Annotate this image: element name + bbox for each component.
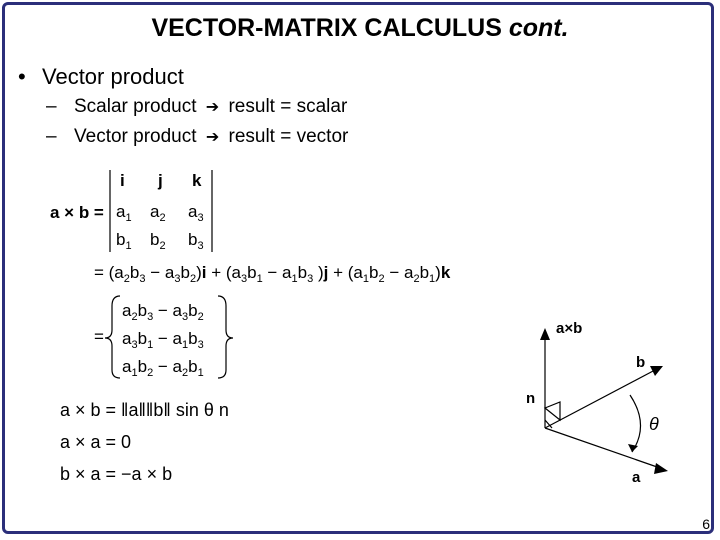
label-b: b xyxy=(636,354,646,371)
svg-text:a1b2 − a2b1: $a_1b_2 - a_2b_1$ xyxy=(122,357,204,379)
right-brace xyxy=(218,296,233,378)
identity-1: a × b = ‖a‖‖b‖ sin θ n xyxy=(60,400,229,420)
determinant xyxy=(50,170,212,252)
bullet-text: Vector product xyxy=(42,64,184,89)
theta-arc xyxy=(630,395,641,452)
label-theta: θ xyxy=(649,414,659,434)
title-suffix: cont. xyxy=(508,14,569,42)
label-axb: a×b xyxy=(556,320,583,337)
label-a: a xyxy=(632,469,641,486)
b-vector xyxy=(545,370,655,428)
svg-text:=: = xyxy=(94,327,104,346)
label-n: n xyxy=(526,390,536,407)
det-cell: $b_1$ xyxy=(116,230,132,252)
sub-dash: – xyxy=(46,126,57,147)
det-cell: $a_1$ xyxy=(116,202,132,224)
det-cell: i xyxy=(120,171,125,190)
axb-arrowhead xyxy=(540,328,550,340)
det-cell: j xyxy=(158,171,163,190)
bullet-marker: • xyxy=(18,64,26,89)
a-vector xyxy=(545,428,660,468)
page-number: 6 xyxy=(702,516,710,532)
identities xyxy=(60,400,229,484)
sub-left: Scalar product xyxy=(74,96,197,117)
arrow-icon: ➔ xyxy=(205,97,220,116)
arrow-icon: ➔ xyxy=(205,127,220,146)
column-vector xyxy=(94,296,233,379)
svg-text:a3b1 − a1b3: $a_3b_1 - a_1b_3$ xyxy=(122,329,204,351)
det-cell: k xyxy=(192,171,202,190)
det-cell: $a_2$ xyxy=(150,202,166,224)
det-cell: $a_3$ xyxy=(188,202,204,224)
identity-2: a × a = 0 xyxy=(60,432,132,452)
cross-product-diagram xyxy=(540,328,668,474)
det-cell: $b_3$ xyxy=(188,230,204,252)
expansion-formula xyxy=(94,263,451,285)
det-lhs: a × b = xyxy=(50,203,104,222)
left-brace xyxy=(105,296,120,378)
det-cell: $b_2$ xyxy=(150,230,166,252)
svg-text:a2b3 − a3b2: $a_2b_3 - a_3b_2$ xyxy=(122,301,204,323)
sub-dash: – xyxy=(46,96,57,117)
svg-text:= (a2b3 − a3b2)i + (a3b1 − a1b: = $(a_2b_3 - a_3b_2)i + (a_3b_1 - a_1b_3$ )$j + (a_1b_2 - a_2b_1)k$ xyxy=(94,263,451,285)
sub-right: result = vector xyxy=(228,126,349,147)
a-arrowhead xyxy=(654,463,668,474)
n-arrowhead xyxy=(545,402,560,420)
sub-right: result = scalar xyxy=(228,96,348,117)
identity-3: b × a = −a × b xyxy=(60,464,173,484)
sub-left: Vector product xyxy=(74,126,197,147)
title-main: VECTOR-MATRIX CALCULUS xyxy=(151,14,502,42)
